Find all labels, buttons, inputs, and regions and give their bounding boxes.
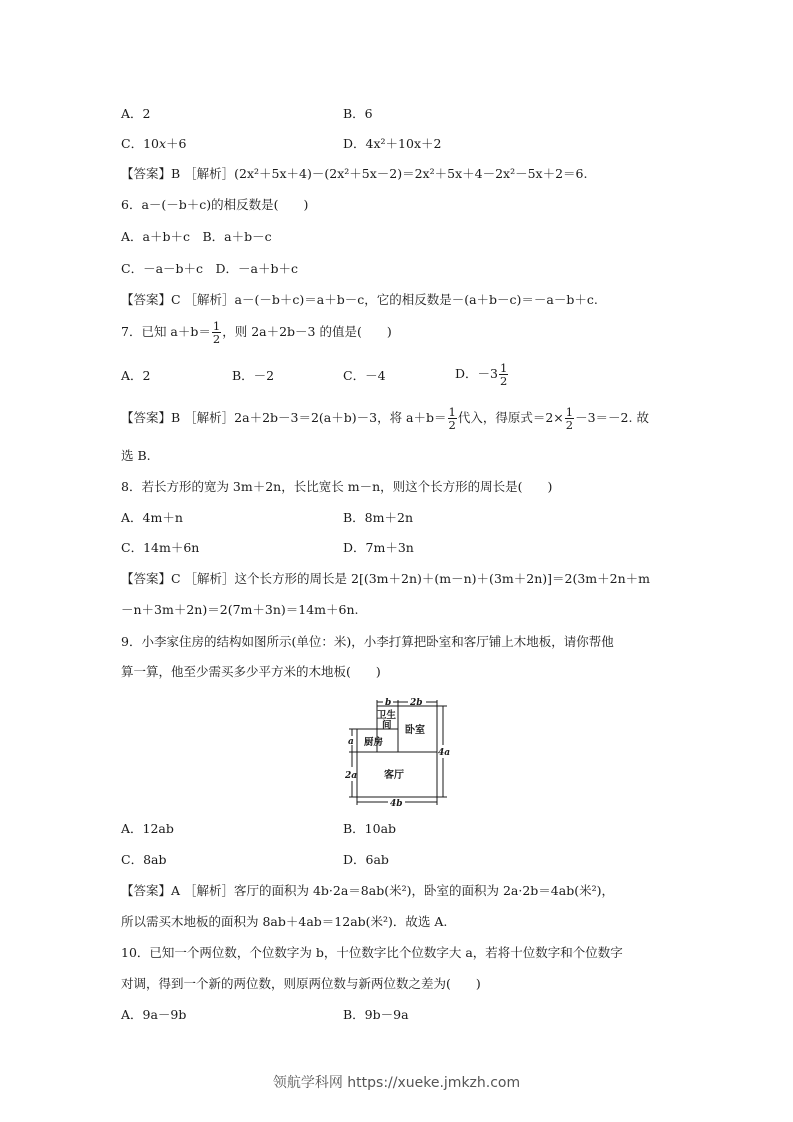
q8-question: 8．若长方形的宽为 3m＋2n，长比宽长 m－n，则这个长方形的周长是( ): [121, 479, 553, 494]
q7-option-b: B．－2: [232, 368, 275, 383]
q7-answer-line2: 选 B.: [121, 448, 151, 463]
q7-answer-fraction-2: [565, 406, 574, 431]
q7-question-fraction: [212, 320, 221, 345]
fraction-denominator: 2: [565, 418, 574, 432]
q8-option-d: D．7m＋3n: [343, 540, 414, 555]
fraction-denominator: 2: [499, 374, 508, 388]
q7-answer-part3: －3＝－2. 故: [575, 410, 649, 425]
fraction-denominator: 2: [212, 332, 221, 346]
kitchen-label: 厨房: [364, 737, 384, 748]
fraction-denominator: 2: [448, 418, 456, 432]
dim-bedroom-width: 2b: [410, 698, 423, 708]
bathroom-label-2: 间: [382, 720, 392, 731]
q7-question: [121, 320, 392, 345]
q7-question-suffix: ，则 2a＋2b－3 的值是( ): [222, 324, 392, 339]
dim-living-height: 2a: [345, 771, 358, 781]
floor-plan-diagram: [330, 690, 470, 810]
q7-option-d-fraction: [499, 362, 508, 387]
q10-question-line2: 对调，得到一个新的两位数，则原两位数与新两位数之差为( ): [121, 976, 481, 991]
q9-option-a: A．12ab: [121, 821, 174, 836]
q6-options-line2: C．－a－b＋c D．－a＋b＋c: [121, 261, 298, 276]
q5-answer: 【答案】B ［解析］(2x²＋5x＋4)－(2x²＋5x－2)＝2x²＋5x＋4－2x²－5x＋2＝6.: [121, 166, 588, 181]
q9-option-d: D．6ab: [343, 852, 389, 867]
q9-option-b: B．10ab: [343, 821, 397, 836]
q5-option-c-var: x: [158, 136, 167, 151]
bathroom-label-1: 卫生: [377, 710, 397, 721]
footer-watermark: 领航学科网 https://xueke.jmkzh.com: [272, 1075, 521, 1091]
q5-option-d: D．4x²＋10x＋2: [343, 136, 442, 151]
q5-option-c-prefix: C．10: [121, 136, 159, 151]
fraction-numerator: 1: [212, 319, 221, 333]
q7-answer-part1: 【答案】B ［解析］2a＋2b－3＝2(a＋b)－3，将 a＋b＝: [121, 410, 447, 425]
q8-option-a: A．4m＋n: [121, 510, 183, 525]
q5-option-a: A．2: [121, 106, 151, 121]
dim-total-height: 4a: [438, 748, 451, 758]
floor-plan-svg: [330, 690, 470, 810]
q8-option-b: B．8m＋2n: [343, 510, 413, 525]
q8-answer-line2: －n＋3m＋2n)＝2(7m＋3n)＝14m＋6n.: [121, 602, 359, 617]
bedroom-label: 卧室: [405, 725, 425, 736]
q10-option-b: B．9b－9a: [343, 1007, 409, 1022]
fraction-numerator: 1: [448, 405, 456, 419]
q8-option-c: C．14m＋6n: [121, 540, 200, 555]
dim-kitchen-height: a: [348, 737, 354, 747]
living-room-label: 客厅: [384, 770, 404, 781]
q9-question-line2: 算一算，他至少需买多少平方米的木地板( ): [121, 664, 381, 679]
q6-question: 6．a－(－b＋c)的相反数是( ): [121, 197, 309, 212]
q8-answer-line1: 【答案】C ［解析］这个长方形的周长是 2[(3m＋2n)＋(m－n)＋(3m＋2n)]＝2(3m＋2n＋m: [121, 571, 650, 586]
fraction-numerator: 1: [499, 361, 508, 375]
fraction-numerator: 1: [565, 405, 574, 419]
dim-total-width: 4b: [390, 799, 403, 809]
q10-option-a: A．9a－9b: [121, 1007, 187, 1022]
q9-answer-line1: 【答案】A ［解析］客厅的面积为 4b·2a＝8ab(米²)，卧室的面积为 2a·2b＝4ab(米²)，: [121, 883, 614, 898]
q9-answer-line2: 所以需买木地板的面积为 8ab＋4ab＝12ab(米²)．故选 A.: [121, 914, 448, 929]
q5-option-b: B．6: [343, 106, 373, 121]
q7-option-d: [455, 362, 509, 387]
q9-option-c: C．8ab: [121, 852, 167, 867]
q7-option-d-text: D．－3: [455, 366, 498, 381]
q10-question-line1: 10．已知一个两位数，个位数字为 b，十位数字比个位数字大 a，若将十位数字和个位数字: [121, 945, 623, 960]
q7-answer-fraction-1: [448, 406, 457, 431]
dim-bathroom-width: b: [385, 698, 392, 708]
q5-option-c: [121, 136, 187, 152]
q7-answer-part2: 代入，得原式＝2×: [457, 410, 564, 425]
q6-options-line1: A．a＋b＋c B．a＋b－c: [121, 229, 272, 244]
q6-answer: 【答案】C ［解析］a－(－b＋c)＝a＋b－c，它的相反数是－(a＋b－c)＝－a－b＋c.: [121, 292, 598, 307]
q7-question-prefix: 7．已知 a＋b＝: [121, 324, 211, 339]
q5-option-c-suffix: ＋6: [166, 136, 187, 151]
q7-answer: [121, 406, 649, 431]
q7-option-a: A．2: [121, 368, 151, 383]
q9-question-line1: 9．小李家住房的结构如图所示(单位：米)，小李打算把卧室和客厅铺上木地板，请你帮他: [121, 634, 614, 649]
q7-option-c: C．－4: [343, 368, 386, 383]
